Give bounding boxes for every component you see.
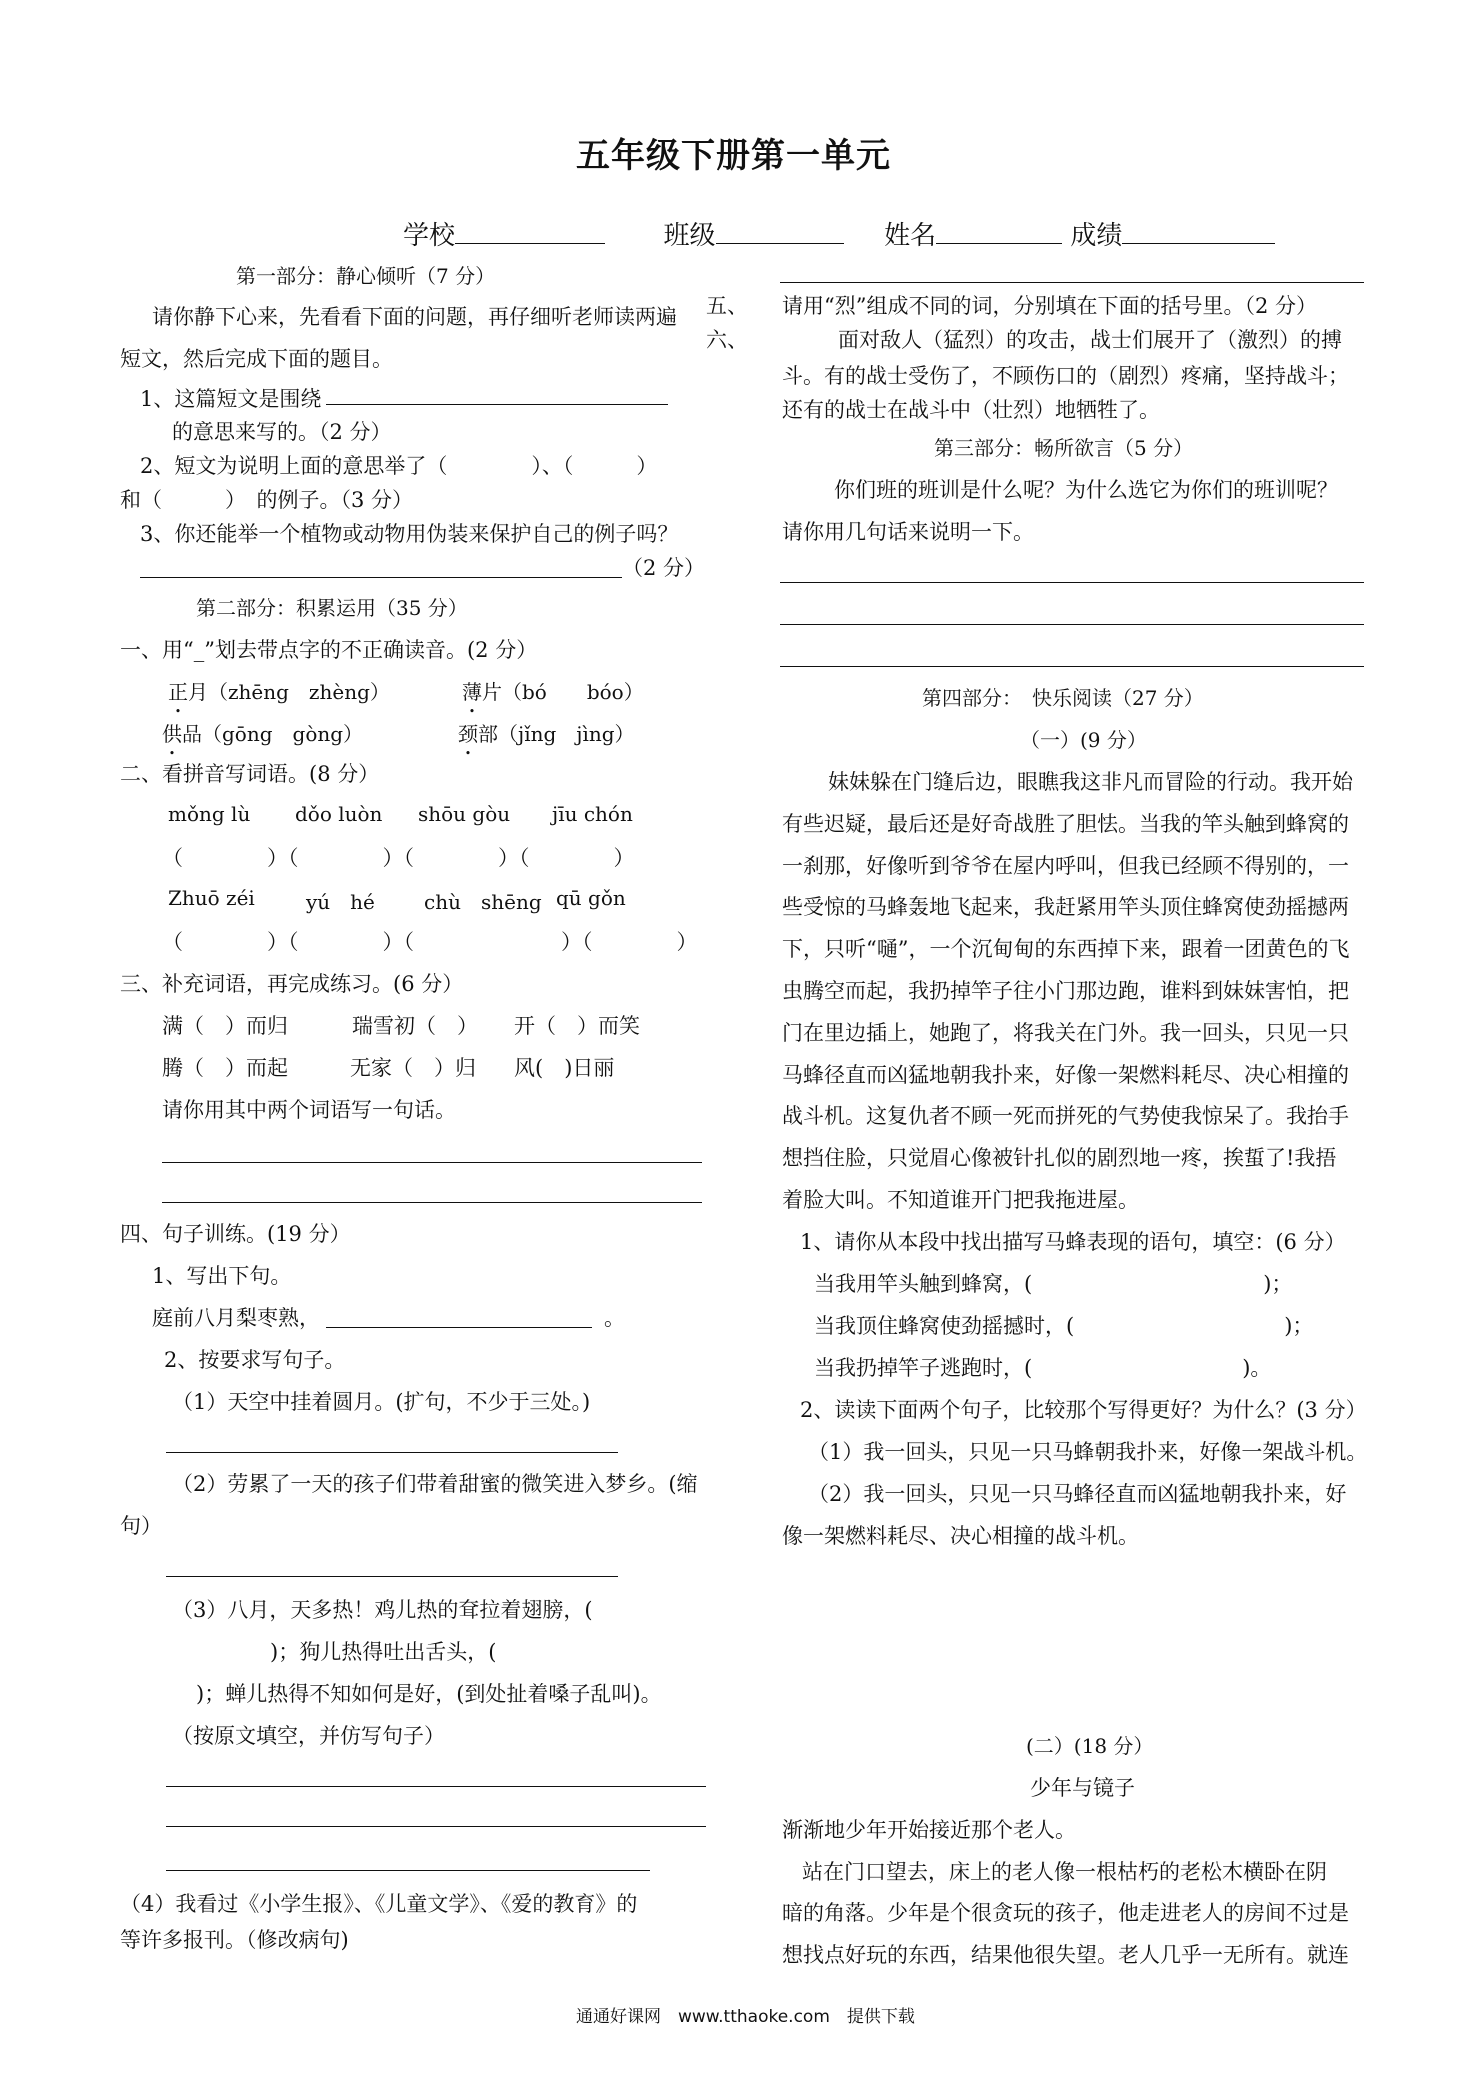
pinyin-6: yú hé <box>306 890 375 914</box>
school-label: 学校 <box>403 221 456 251</box>
section6-question: 请用“烈”组成不同的词，分别填在下面的括号里。（2 分） <box>782 294 1318 318</box>
section3-title: 三、补充词语，再完成练习。(6 分） <box>120 972 464 996</box>
s4-q2-3-b: )；狗儿热得吐出舌头，( <box>270 1640 497 1664</box>
section4-title: 四、句子训练。(19 分） <box>120 1222 351 1246</box>
s4-q2-1: （1）天空中挂着圆月。(扩句，不少于三处。) <box>172 1390 591 1414</box>
section5-label: 五、 <box>706 294 748 318</box>
pinyin-2: dǒo luòn <box>295 802 383 826</box>
r1-q2-b2: 像一架燃料耗尽、决心相撞的战斗机。 <box>782 1524 1139 1548</box>
pinyin-5: Zhuō zéi <box>168 886 255 910</box>
idiom-sentence-prompt: 请你用其中两个词语写一句话。 <box>162 1098 456 1122</box>
pinyin-4: jīu chón <box>552 802 633 826</box>
class-label: 班级 <box>663 221 716 251</box>
passage-line: 虫腾空而起，我扔掉竿子往小门那边跑，谁料到妹妹害怕，把 <box>782 979 1349 1003</box>
reading2-title: 少年与镜子 <box>1030 1776 1135 1800</box>
pron-item-3[interactable]: 供品（gōng gòng） <box>162 722 364 746</box>
answer-line[interactable] <box>166 1870 650 1871</box>
part1-intro-line2: 短文，然后完成下面的题目。 <box>120 347 393 371</box>
passage-line: 门在里边插上，她跑了，将我关在门外。我一回头，只见一只 <box>782 1020 1349 1045</box>
pron-item-2[interactable]: 薄片（bó bóo） <box>462 680 644 704</box>
s4-q1: 1、写出下句。 <box>152 1264 292 1288</box>
answer-line[interactable] <box>166 1576 618 1577</box>
r1-q1: 1、请你从本段中找出描写马蜂表现的语句，填空：(6 分） <box>800 1230 1346 1254</box>
r1-q1-c[interactable]: 当我扔掉竿子逃跑时，( )。 <box>814 1356 1272 1380</box>
header-row <box>403 215 1275 252</box>
name-label: 姓名 <box>884 221 937 251</box>
part1-q2: 2、短文为说明上面的意思举了（ ）、（ ） <box>140 454 658 478</box>
idiom-6[interactable]: 风( )日丽 <box>514 1056 615 1080</box>
section6-label: 六、 <box>706 328 748 352</box>
pron-item-4[interactable]: 颈部（jǐng jìng） <box>458 722 635 746</box>
passage-line: 站在门口望去，床上的老人像一根枯朽的老松木横卧在阴 <box>802 1859 1327 1884</box>
idiom-1[interactable]: 满（ ）而归 <box>162 1014 288 1038</box>
part1-intro-line1: 请你静下心来，先看看下面的问题，再仔细听老师读两遍 <box>152 305 677 329</box>
answer-line[interactable] <box>162 1202 702 1203</box>
passage-line: 马蜂径直而凶猛地朝我扑来，好像一架燃料耗尽、决心相撞的 <box>782 1062 1349 1087</box>
part1-q1-cont: 的意思来写的。（2 分） <box>172 420 392 444</box>
answer-line[interactable] <box>780 666 1364 667</box>
s4-q2-3-c: )；蝉儿热得不知如何是好，(到处扯着嗓子乱叫)。 <box>196 1682 662 1706</box>
pron-item-1[interactable]: 正月（zhēng zhèng） <box>168 680 390 704</box>
s6-line2: 斗。有的战士受伤了，不顾伤口的（剧烈）疼痛，坚持战斗； <box>782 364 1349 388</box>
idiom-2[interactable]: 瑞雪初（ ） <box>352 1014 478 1038</box>
part1-heading: 第一部分：静心倾听（7 分） <box>236 264 496 288</box>
answer-line[interactable] <box>166 1826 706 1827</box>
answer-brackets-row2[interactable]: （ ）（ ）（ ）（ ） <box>162 930 698 954</box>
part1-q3-score: （2 分） <box>622 556 706 580</box>
score-label: 成绩 <box>1070 221 1123 251</box>
passage-line: 想挡住脸，只觉眉心像被针扎似的剧烈地一疼，挨蜇了!我捂 <box>782 1146 1337 1171</box>
part3-question1: 你们班的班训是什么呢？为什么选它为你们的班训呢？ <box>834 478 1338 502</box>
answer-line[interactable] <box>780 582 1364 583</box>
s4-q2-3-d: （按原文填空，并仿写句子） <box>172 1724 445 1748</box>
pinyin-7: chù shēng <box>424 890 542 914</box>
s4-q2-4: （4）我看过《小学生报》、《儿童文学》、《爱的教育》的 <box>120 1892 638 1916</box>
answer-brackets-row1[interactable]: （ ）（ ）（ ）（ ） <box>162 846 635 870</box>
s4-q2-2: （2）劳累了一天的孩子们带着甜蜜的微笑进入梦乡。(缩 <box>172 1472 698 1496</box>
passage-line: 妹妹躲在门缝后边，眼瞧我这非凡而冒险的行动。我开始 <box>828 770 1353 794</box>
s4-q2-2-cont: 句） <box>120 1514 162 1538</box>
passage-line: 些受惊的马蜂轰地飞起来，我赶紧用竿头顶住蜂窝使劲摇撼两 <box>782 895 1349 920</box>
passage-line: 着脸大叫。不知道谁开门把我拖进屋。 <box>782 1188 1139 1212</box>
part1-q1: 1、这篇短文是围绕 <box>140 387 322 411</box>
s4-q2: 2、按要求写句子。 <box>164 1348 346 1372</box>
answer-line[interactable] <box>326 404 668 405</box>
r1-q1-b[interactable]: 当我顶住蜂窝使劲摇撼时，( )； <box>814 1314 1314 1338</box>
passage-line: 有些迟疑，最后还是好奇战胜了胆怯。当我的竿头触到蜂窝的 <box>782 811 1349 836</box>
s4-q1-end: 。 <box>604 1306 625 1330</box>
divider-line <box>780 282 1364 283</box>
page-title: 五年级下册第一单元 <box>576 136 891 176</box>
school-field[interactable] <box>455 219 605 244</box>
part3-heading: 第三部分：畅所欲言（5 分） <box>934 436 1194 460</box>
s6-line1: 面对敌人（猛烈）的攻击，战士们展开了（激烈）的搏 <box>838 328 1342 352</box>
s4-q2-4-cont: 等许多报刊。（修改病句) <box>120 1928 349 1952</box>
part1-q3: 3、你还能举一个植物或动物用伪装来保护自己的例子吗？ <box>140 522 679 546</box>
r1-q2-a: （1）我一回头，只见一只马蜂朝我扑来，好像一架战斗机。 <box>808 1440 1368 1464</box>
r1-q1-a[interactable]: 当我用竿头触到蜂窝，( )； <box>814 1272 1293 1296</box>
answer-line[interactable] <box>326 1327 592 1328</box>
part3-question2: 请你用几句话来说明一下。 <box>782 520 1034 544</box>
pinyin-3: shōu gòu <box>418 802 511 826</box>
answer-line[interactable] <box>780 624 1364 625</box>
pinyin-8: qū gǒn <box>556 886 626 910</box>
passage-line: 一刹那，好像听到爷爷在屋内呼叫，但我已经顾不得别的，一 <box>782 853 1349 878</box>
class-field[interactable] <box>716 219 844 244</box>
name-field[interactable] <box>936 219 1062 244</box>
idiom-3[interactable]: 开（ ）而笑 <box>514 1014 640 1038</box>
reading2-heading: (二）(18 分） <box>1026 1734 1154 1758</box>
part1-q2-cont: 和（ ） 的例子。（3 分） <box>120 488 414 512</box>
s4-q1-line: 庭前八月梨枣熟， <box>152 1306 320 1330</box>
part2-heading: 第二部分：积累运用（35 分） <box>196 596 468 620</box>
answer-line[interactable] <box>166 1786 706 1787</box>
passage-line: 渐渐地少年开始接近那个老人。 <box>782 1818 1076 1842</box>
passage-line: 战斗机。这复仇者不顾一死而拼死的气势使我惊呆了。我抬手 <box>782 1104 1349 1129</box>
idiom-4[interactable]: 腾（ ）而起 <box>162 1056 288 1080</box>
section2-title: 二、看拼音写词语。(8 分） <box>120 762 380 786</box>
answer-line[interactable] <box>166 1452 618 1453</box>
passage-line: 暗的角落。少年是个很贪玩的孩子，他走进老人的房间不过是 <box>782 1901 1349 1925</box>
s6-line3: 还有的战士在战斗中（壮烈）地牺牲了。 <box>782 398 1160 422</box>
idiom-5[interactable]: 无家（ ）归 <box>350 1056 476 1080</box>
section1-title: 一、用“_”划去带点字的不正确读音。(2 分） <box>120 638 538 662</box>
r1-q2: 2、读读下面两个句子，比较那个写得更好？为什么？(3 分） <box>800 1398 1367 1422</box>
answer-line[interactable] <box>140 577 622 578</box>
part4-heading: 第四部分： 快乐阅读（27 分） <box>922 686 1204 710</box>
r1-q2-b1: （2）我一回头，只见一只马蜂径直而凶猛地朝我扑来，好 <box>808 1482 1347 1506</box>
footer-source: 通通好课网 www.tthaoke.com 提供下载 <box>576 2007 915 2027</box>
answer-line[interactable] <box>162 1162 702 1163</box>
reading1-heading: （一）(9 分） <box>1020 728 1147 752</box>
score-field[interactable] <box>1122 219 1275 244</box>
pinyin-1: mǒng lù <box>168 802 251 826</box>
passage-line: 下，只听“嗵”，一个沉甸甸的东西掉下来，跟着一团黄色的飞 <box>782 937 1350 962</box>
passage-line: 想找点好玩的东西，结果他很失望。老人几乎一无所有。就连 <box>782 1942 1349 1967</box>
s4-q2-3: （3）八月，天多热！鸡儿热的耷拉着翅膀，( <box>172 1598 593 1622</box>
